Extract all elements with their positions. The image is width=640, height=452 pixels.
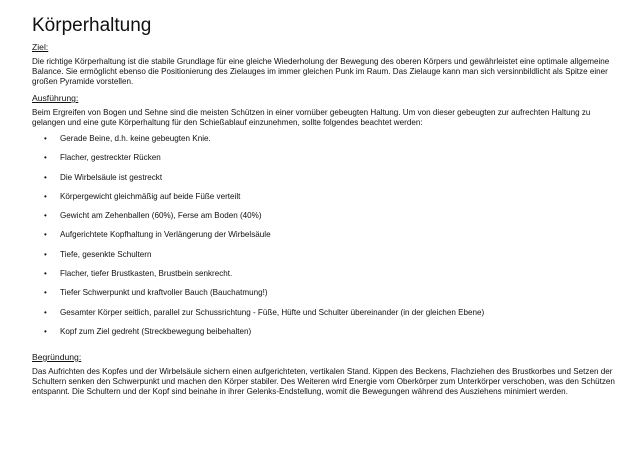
list-item-text: Tiefer Schwerpunkt und kraftvoller Bauch (Bauchatmung!) [60,288,268,298]
list-item [32,327,622,337]
list-item-text: Flacher, tiefer Brustkasten, Brustbein senkrecht. [60,269,233,279]
list-item-text: Flacher, gestreckter Rücken [60,153,161,163]
list-item-text: Gesamter Körper seitlich, parallel zur Schussrichtung - Füße, Hüfte und Schulter übereinander (in der gleichen Ebene) [60,307,485,317]
bullet-icon: • [44,269,47,279]
list-item [32,192,622,202]
bullet-icon: • [44,211,47,221]
list-item-text: Gerade Beine, d.h. keine gebeugten Knie. [60,134,211,143]
list-item [32,211,622,221]
section-heading-ausfuehrung: Ausführung: [32,93,79,103]
list-item [32,269,622,279]
bullet-icon: • [44,249,47,259]
list-item [32,250,622,260]
bullet-list [32,134,622,337]
bullet-icon: • [44,191,47,201]
paragraph-begruendung: Das Aufrichten des Kopfes und der Wirbelsäule sichern einen aufgerichteten, vertikalen Stand. Kippen des Beckens, Flachziehen des Brustkorbes und Setzen der Schultern senken den Schwerpunkt und machen den Körper stabiler. Des Weiteren wird Energie vom Oberkörper zum Unterkörper verschoben, was den Schützen entspannt. Die Schultern und der Kopf sind beinahe in ihrer Gelenks-Endstellung, womit die Bewegungen während des Ausziehens minimiert werden. [32,366,615,396]
bullet-icon: • [44,134,47,143]
list-item [32,153,622,163]
bullet-icon: • [44,230,47,240]
list-item-text: Körpergewicht gleichmäßig auf beide Füße verteilt [60,191,241,201]
list-item-text: Aufgerichtete Kopfhaltung in Verlängerung der Wirbelsäule [60,230,271,240]
bullet-icon: • [44,153,47,163]
list-item-text: Gewicht am Zehenballen (60%), Ferse am Boden (40%) [60,211,262,221]
document-page [32,14,622,397]
list-item-text: Tiefe, gesenkte Schultern [60,249,152,259]
paragraph-ziel: Die richtige Körperhaltung ist die stabile Grundlage für eine gleiche Wiederholung der Bewegung des oberen Körpers und gewährleistet eine optimale allgemeine Balance. Sie ermöglicht ebenso die Positionierung des Zielauges im immer gleichen Punk im Raum. Das Zielauge kann man sich versinnbildlicht als Spitze einer großen Pyramide vorstellen. [32,57,610,86]
list-item [32,288,622,298]
list-item [32,173,622,183]
list-item [32,134,622,144]
bullet-icon: • [44,326,47,336]
list-item [32,308,622,318]
section-heading-begruendung: Begründung: [32,351,82,362]
list-item-text: Kopf zum Ziel gedreht (Streckbewegung beibehalten) [60,326,252,336]
paragraph-ausfuehrung: Beim Ergreifen von Bogen und Sehne sind die meisten Schützen in einer vornüber gebeugten Haltung. Um von dieser gebeugten zur aufrechten Haltung zu gelangen und eine gute Körperhaltung für den Schießablauf einzunehmen, sollte folgendes beachtet werden: [32,108,591,127]
section-heading-ziel: Ziel: [32,42,49,52]
list-item [32,230,622,240]
bullet-icon: • [44,288,47,298]
bullet-icon: • [44,307,47,317]
list-item-text: Die Wirbelsäule ist gestreckt [60,172,163,182]
page-title: Körperhaltung [32,15,152,36]
bullet-icon: • [44,172,47,182]
